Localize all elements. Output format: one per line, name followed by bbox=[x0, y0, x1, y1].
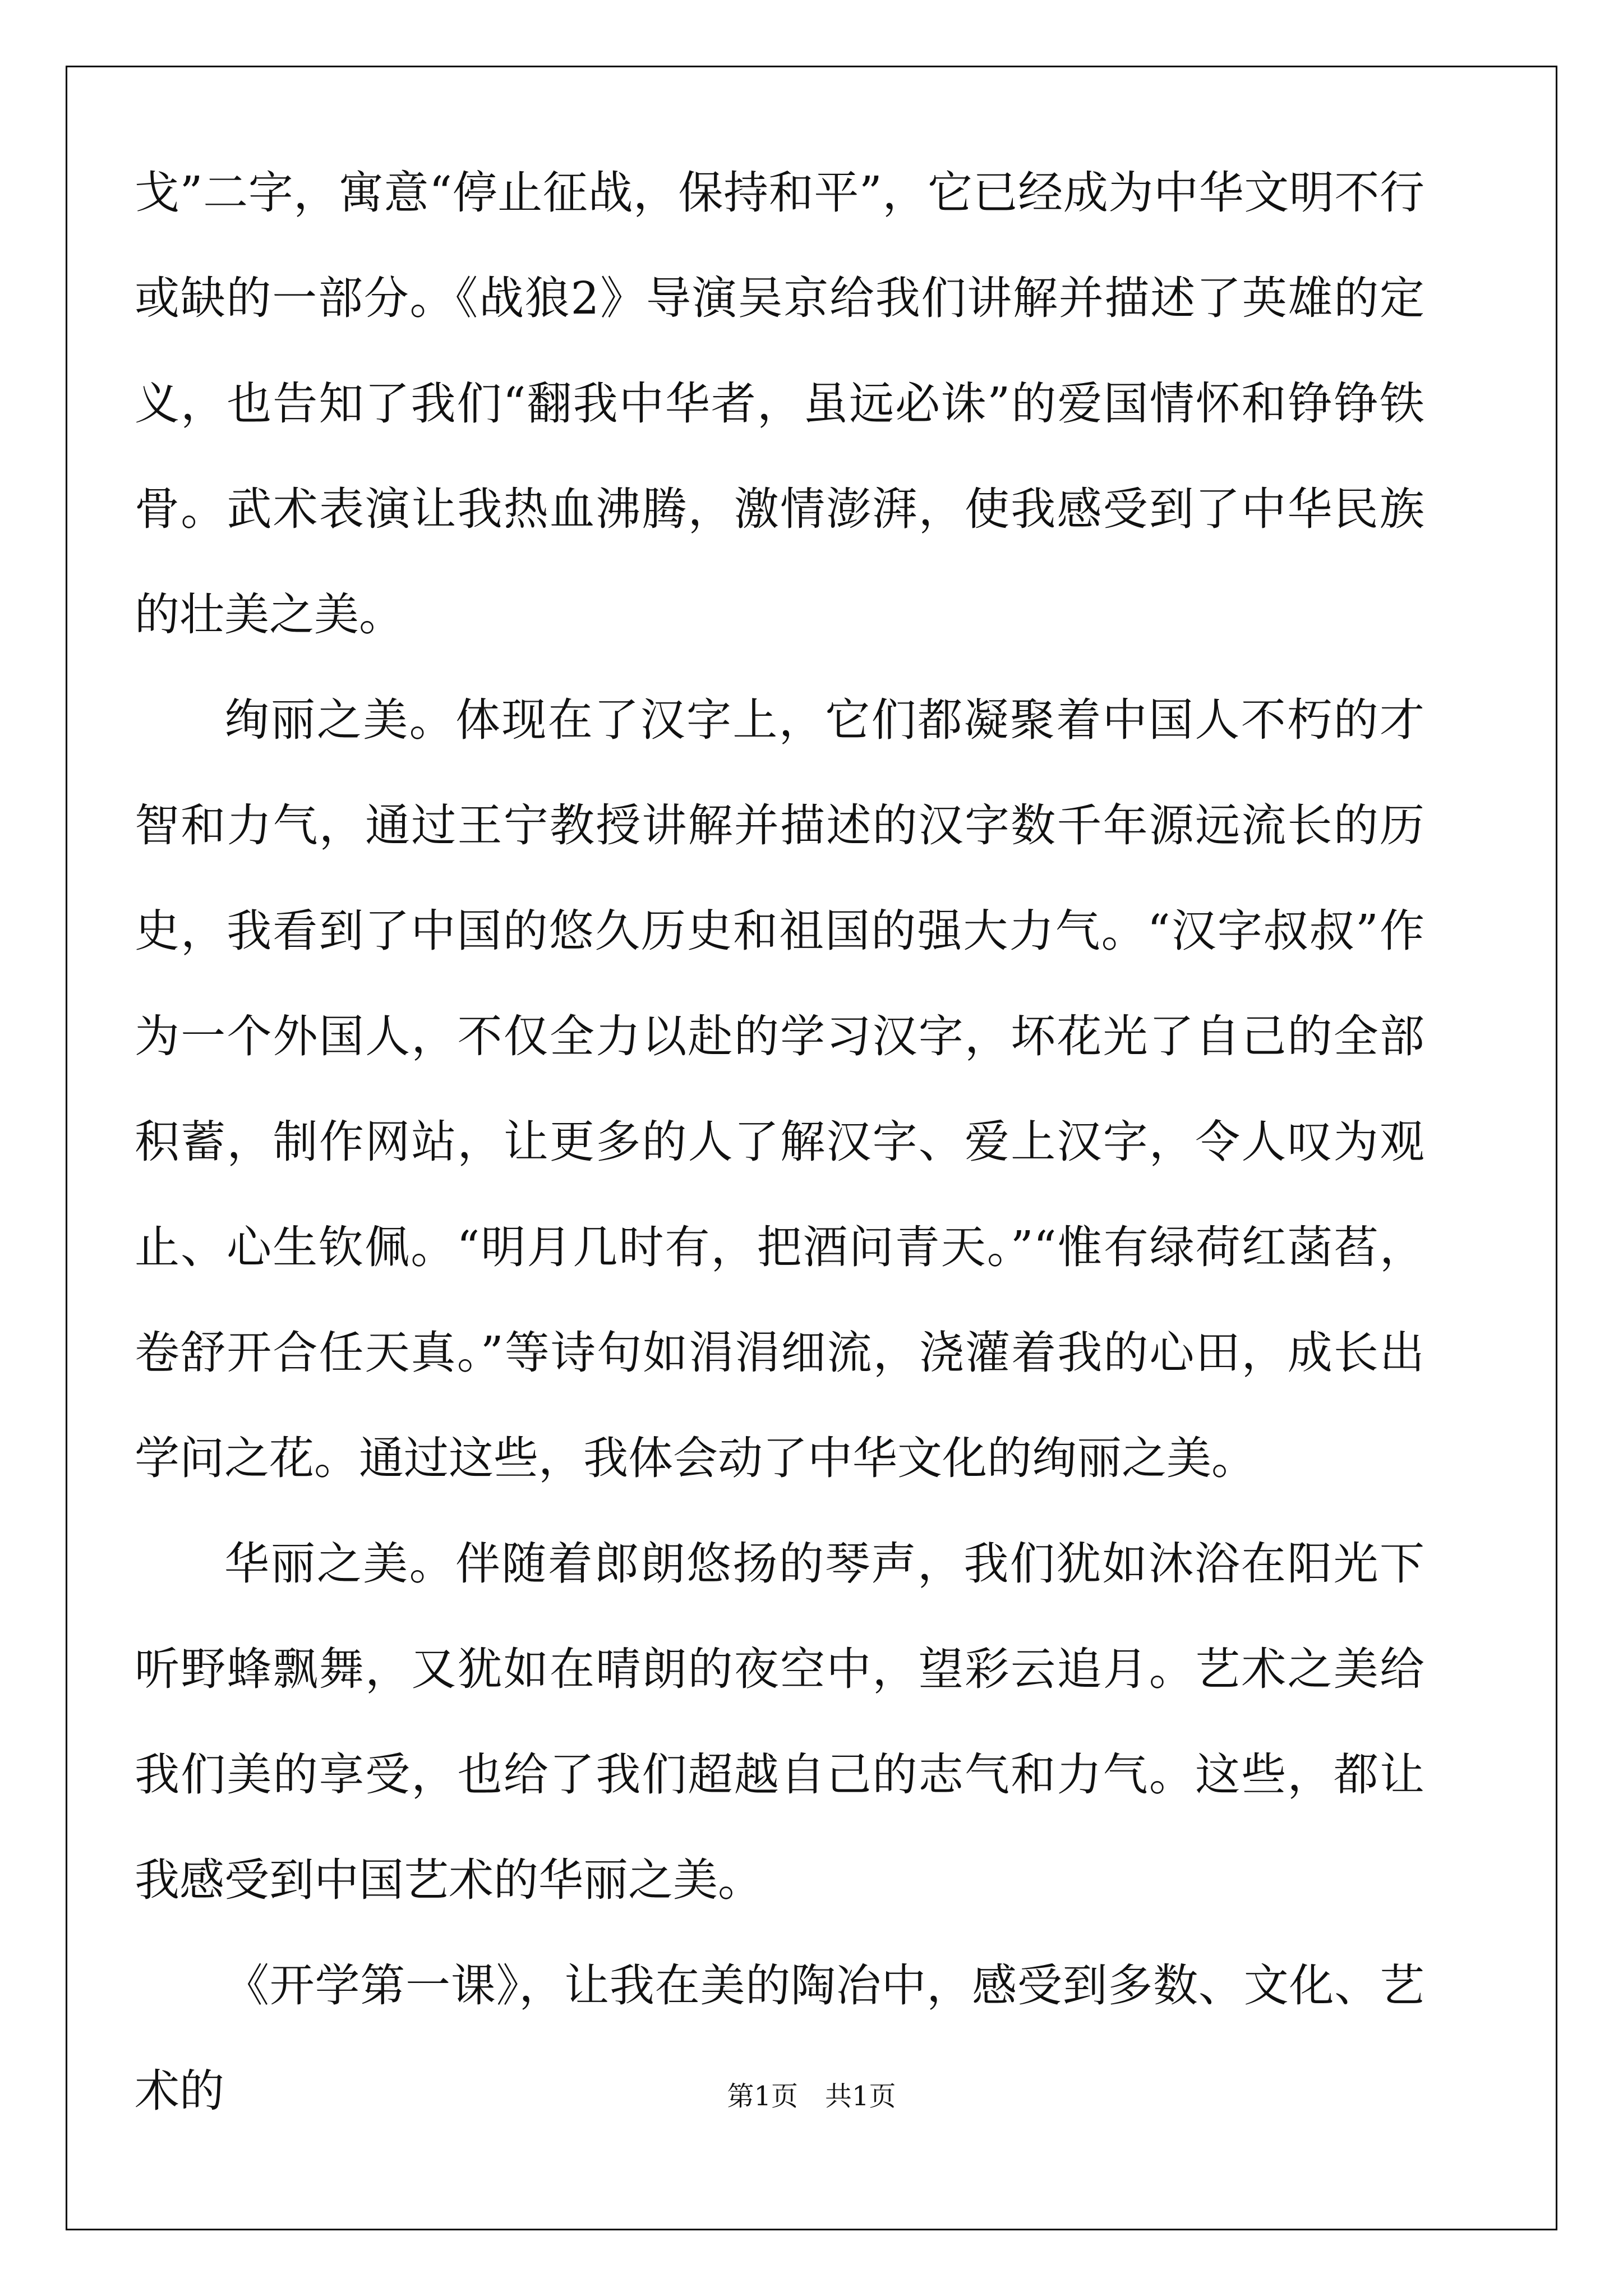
paragraph-4: 《开学第一课》，让我在美的陶冶中，感受到多数、文化、艺术的 bbox=[135, 1959, 1424, 2117]
document-body bbox=[135, 140, 1424, 2144]
paragraph-1: 戈”二字，寓意“停止征战，保持和平”，它已经成为中华文明不行或缺的一部分。《战狼2》导演吴京给我们讲解并描述了英雄的定义，也告知了我们“翻我中华者，虽远必诛”的爱国情怀和铮铮铁骨。武术表演让我热血沸腾，激情澎湃，使我感受到了中华民族的壮美之美。 bbox=[135, 167, 1424, 641]
paragraph-2: 绚丽之美。体现在了汉字上，它们都凝聚着中国人不朽的才智和力气，通过王宁教授讲解并描述的汉字数千年源远流长的历史，我看到了中国的悠久历史和祖国的强大力气。“汉字叔叔”作为一个外国人，不仅全力以赴的学习汉字，坏花光了自己的全部积蓄，制作网站，让更多的人了解汉字、爱上汉字，令人叹为观止、心生钦佩。“明月几时有，把酒问青天。”“惟有绿荷红菡萏，卷舒开合任天真。”等诗句如涓涓细流，浇灌着我的心田，成长出学问之花。通过这些，我体会动了中华文化的绚丽之美。 bbox=[135, 694, 1424, 1484]
paragraph-3: 华丽之美。伴随着郎朗悠扬的琴声，我们犹如沐浴在阳光下听野蜂飘舞，又犹如在晴朗的夜空中，望彩云追月。艺术之美给我们美的享受，也给了我们超越自己的志气和力气。这些，都让我感受到中国艺术的华丽之美。 bbox=[135, 1538, 1424, 1906]
page-number-footer: 第1页 共1页 bbox=[727, 2081, 896, 2112]
